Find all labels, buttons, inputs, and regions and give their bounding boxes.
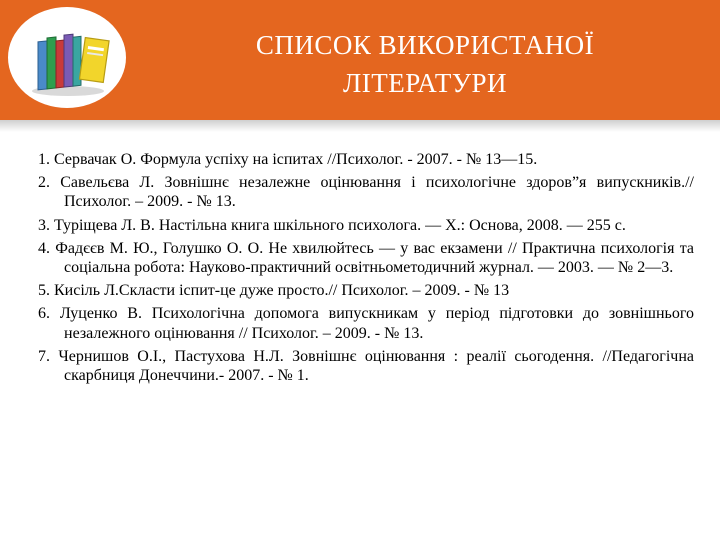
reference-item-7: 7. Чернишов О.І., Пастухова Н.Л. Зовнішнє оцінювання : реалії сьогодення. //Педагогічна скарбниця Донеччини.- 2007. - № 1. [38, 347, 694, 385]
reference-list [38, 150, 694, 389]
page-title [150, 26, 700, 102]
title-line-1: СПИСОК ВИКОРИСТАНОЇ [255, 30, 595, 60]
books-icon [8, 7, 126, 108]
title-line-2: ЛІТЕРАТУРИ [342, 68, 508, 98]
logo-badge [8, 7, 126, 108]
header-shadow [0, 120, 720, 132]
reference-item-6: 6. Луценко В. Психологічна допомога випускникам у період підготовки до зовнішнього незалежного оцінювання // Психолог. – 2009. - № 13. [38, 305, 694, 342]
reference-item-3: 3. Туріщева Л. В. Настільна книга шкільного психолога. — Х.: Основа, 2008. — 255 с. [38, 216, 626, 234]
reference-item-1: 1. Сервачак О. Формула успіху на іспитах //Психолог. - 2007. - № 13—15. [38, 151, 538, 168]
reference-item-2: 2. Савельєва Л. Зовнішнє незалежне оцінювання і психологічне здоров”я випускників.//Психолог. – 2009. - № 13. [38, 174, 694, 211]
reference-item-4: 4. Фадєєв М. Ю., Голушко О. О. Не хвилюйтесь — у вас екзамени // Практична психологія та соціальна робота: Науково-практичний освітньометодичний журнал. — 2003. — № 2—3. [38, 239, 694, 277]
reference-item-5: 5. Кисіль Л.Скласти іспит-це дуже просто.// Психолог. – 2009. - № 13 [38, 282, 510, 300]
